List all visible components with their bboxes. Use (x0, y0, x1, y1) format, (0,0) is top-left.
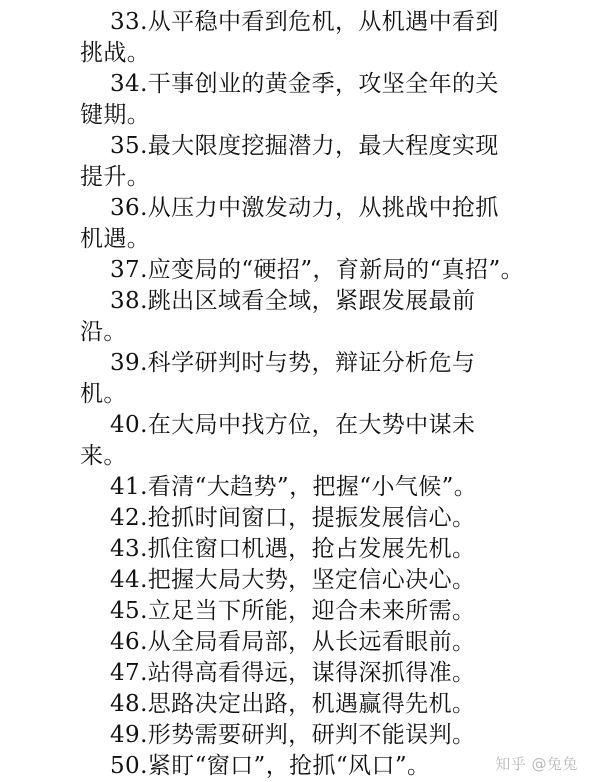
list-item (0, 348, 600, 410)
item-text: 40.在大局中找方位，在大势中谋未 (110, 412, 476, 438)
list-item (0, 658, 600, 689)
item-text: 45.立足当下所能，迎合未来所需。 (110, 598, 476, 624)
item-text: 39.科学研判时与势，辩证分析危与 (110, 350, 476, 376)
item-text: 42.抢抓时间窗口，提振发展信心。 (110, 505, 476, 531)
item-text: 35.最大限度挖掘潜力，最大程度实现 (110, 133, 499, 159)
list-item (0, 7, 600, 69)
item-text: 47.站得高看得远，谋得深抓得准。 (110, 660, 476, 686)
list-item (0, 503, 600, 534)
item-text-continuation: 来。 (80, 443, 127, 469)
item-text-continuation: 沿。 (80, 319, 127, 345)
item-text-continuation: 机遇。 (80, 226, 151, 252)
item-text: 33.从平稳中看到危机，从机遇中看到 (110, 9, 499, 35)
item-text: 46.从全局看局部，从长远看眼前。 (110, 629, 476, 655)
list-item (0, 565, 600, 596)
list-item (0, 193, 600, 255)
item-text: 50.紧盯“窗口”，抢抓“风口”。 (110, 753, 431, 779)
item-text-continuation: 机。 (80, 381, 127, 407)
list-item (0, 472, 600, 503)
item-text: 34.干事创业的黄金季，攻坚全年的关 (110, 71, 499, 97)
item-text: 38.跳出区域看全域，紧跟发展最前 (110, 288, 476, 314)
item-text: 36.从压力中激发动力，从挑战中抢抓 (110, 195, 499, 221)
item-text: 43.抓住窗口机遇，抢占发展先机。 (110, 536, 476, 562)
item-text-continuation: 提升。 (80, 164, 151, 190)
list-item (0, 627, 600, 658)
item-text: 41.看清“大趋势”，把握“小气候”。 (110, 474, 478, 500)
list-item (0, 131, 600, 193)
zhihu-watermark: 知乎 @兔兔 (495, 755, 578, 773)
list-item (0, 69, 600, 131)
list-item (0, 410, 600, 472)
list-item (0, 255, 600, 286)
item-text-continuation: 键期。 (80, 102, 151, 128)
item-text: 44.把握大局大势，坚定信心决心。 (110, 567, 476, 593)
slogan-list (0, 7, 600, 782)
list-item (0, 286, 600, 348)
list-item (0, 596, 600, 627)
item-text: 48.思路决定出路，机遇赢得先机。 (110, 691, 476, 717)
list-item (0, 534, 600, 565)
item-text: 37.应变局的“硬招”，育新局的“真招”。 (110, 257, 525, 283)
item-text: 49.形势需要研判，研判不能误判。 (110, 722, 476, 748)
list-item (0, 720, 600, 751)
list-item (0, 689, 600, 720)
item-text-continuation: 挑战。 (80, 40, 151, 66)
